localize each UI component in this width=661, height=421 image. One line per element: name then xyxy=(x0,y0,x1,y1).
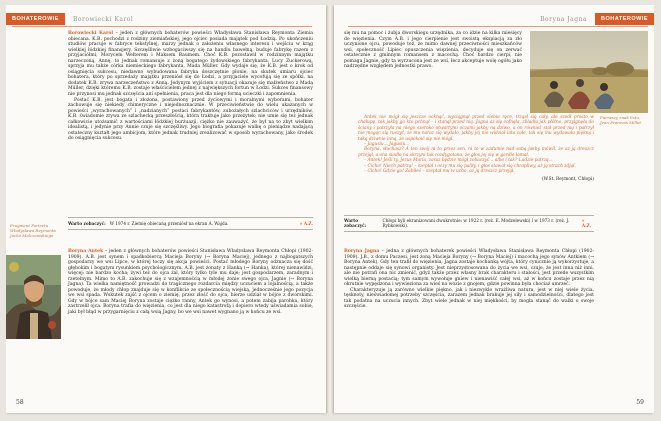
quote-text: – Antek! Jeśli ty, Jezus Maria, zaraz będzie mógł zobaczyć... albo i tak? Ludzie patrzą... xyxy=(364,158,553,164)
painting-caption: Pierwszy znak listu, Jean Francois Millet xyxy=(600,115,642,125)
note-row xyxy=(68,221,313,226)
section-tab: BOHATEROWIE xyxy=(6,13,65,25)
quote-text: Boryna, słuchasz? A ten swój ni to przez sen, ni to w zadumie nad sobą jakby mówił, że aż ją dreszcz przejął, a ona siadła na skrzyni tak rozdygotana, że głos jej się w gardle łamał. xyxy=(358,147,594,158)
entry-head: Boryna Antek xyxy=(68,249,104,254)
note-author: » A.Z. xyxy=(299,221,313,226)
entry-continuation xyxy=(344,31,522,70)
entry-head: Borowiecki Karol xyxy=(68,31,114,36)
quote-text: – Cicho! Gdzie go! Zabiłeś – szeptał mu w ucho, aż ją dreszcz przejął. xyxy=(364,169,515,175)
left-page xyxy=(6,5,326,413)
quote-source: (W.St. Reymont, Chłopi) xyxy=(541,177,594,183)
entry-text: się mu na pomoc i żubja dworskiego urzędnika, za co idzie na kilka miesięcy do więzienia. Czym A.B. i jego cierpienie jest swoistą ekspiacją za zło uczynione ojcu, powoduje też, że mimo dawnej przeciwności mieszkańców wsi, społeczność Lipiec opuszczenia więzienia, decyduje się on zerwać ostatecznie z gminnym romansem z macochą. Choć bardzo cierpi, nie pomaga Jagnie, gdy ta wyrzucona jest ze wsi, łecz akceptuje wolę ogółu jako nadrzędne względem jednostki prawo. xyxy=(344,31,522,70)
portrait-image xyxy=(6,255,61,339)
note-label: Warto zobaczyć: xyxy=(68,221,106,226)
right-page xyxy=(334,5,654,413)
header-rule xyxy=(348,26,648,27)
quote-text: – Cicho! Niech patrzą! – szeptał i oczy mu się paliły, i głos stawał się chrapliwy, aż ją strach zdjął. xyxy=(364,163,576,169)
note-author: » A.Z. xyxy=(581,218,592,228)
running-head: Boryna Jagna xyxy=(540,15,588,23)
quote-text: Antek nie mógł się jeszcze ocknąć, wyciągnął przed siebie ręce, trząsł się cały, ale szedł prosto w chałupę, tak jakby go kto pchnął – i stanął przed nią. Jagna aż się cofnęła, zbladła jak płótno, przylgnęła do ściany i patrzyła na niego szeroko otwartymi oczami jakby na dziwo, a on również stał przed nią i patrzył nie mogąc się ruszyć, że mu naraz się wydało, jakby jej nie widział lata całe, tak się mu wydawała piękną i taką dziwnie inną, że uspokoić się nie mógł. xyxy=(358,115,594,142)
quote-block xyxy=(358,115,594,183)
painting-image xyxy=(530,31,648,113)
left-page-header xyxy=(6,13,141,25)
note-divider xyxy=(68,229,313,230)
note-divider xyxy=(68,217,313,218)
note-row xyxy=(344,218,594,228)
header-rule xyxy=(12,26,312,27)
note-divider xyxy=(344,231,594,232)
entry-text-2: Postać K.B. jest bogata i złożona, postawiony przed życiowymi i moralnymi wyborami, bohater zachowuje się niekiedy chimeryczne i niejednoznacznie. W przeciwieństwie do wielu ukazanych w powieści „wyrachowanych” i „nadzianych” postaci fabrykantów, zubożałych szlachciców i urzędników, K.B. świadomie zrywa ze szlachecką przeszłością, która traktuje jako przeżytek; nie umie się też jednak całkowicie utożsamić z wartościami łódzkiej burżuazji, ciężko nie zauważyć, że był na to zbyt wielkim idealistą, i jedynie przy Annie czuje się szczęśliwy. Jego biografia pokazuje walkę o pieniądze nadającą ostateczny kształt jego ambicjom, które jednak trudniej zrealizować w sposób wyrachowany, jako środek do osiągnięcia sukcesu. xyxy=(68,97,313,142)
entry-text: – jedna z głównych bohaterek powieści Władysława Stanisława Reymonta Chłopi (1902-1909). J.B., z domu Paczesi, jest żoną Macieja Boryny (→ Boryna Maciej) i macochą jego synów Antkiem (→ Boryna Antek), Gdy ten trafił do więzienia, Jagna zostaje kochanką wójta, który cynicznie ją wykorzystuje, a następnie oddaje się synowi organisty. Jest nieprzystosowana do życia we wsi, czuje, że jest inna niż inni, ale nie potrafi ona nic zmienić, gdyż także przez własny brak charakteru i stałości, jest przede wszystkim wielką bierną postacią; tym samym wywołuje gniew i nienawiść całej wsi, aż w końcu zostaje przez nią okrutnie wypędzona i wywieziona za wieś na wozie z gnojem, gdzie powinna była chociaż umrzeć. xyxy=(344,249,595,288)
note-text: Chłopi byli ekranizowani dwukrotnie: w 1922 r. (reż. E. Modzelewski) i w 1973 r. (reż. J. Rybkowski). xyxy=(382,218,570,228)
entry-boryna-antek xyxy=(68,249,313,316)
entry-text: – jeden z głównych bohaterów powieści Stanisława Władysława Reymonta Chłopi (1902-1909). A.B. jest synem i spadkobiercą Macieja Boryny (→ Boryna Maciej), jednego z najbogatszych gospodarzy we wsi Lipce, w której toczy się akcja powieści. Postać młodego Boryny odznacza się dość głębokim i bogatym rysunkiem psychologicznym. A.B. jest żonaty z Hanką (→ Hanka), której nienawidzi, więcej: nie bardzo kocha; żywi też do ojca żal, który tylko tyle mu daje; jest gospodarzem, zaradnym i rzetelnym. Mimo to A.B. zakochuje się z wzajemnością w młodej żonie swego ojca, Jagnie (→ Boryna Jagna). Ta wielka namiętność prowadzi do tragicznego rozdarcia między uczuciem a lojalnością, a także powoduje, że młody chłop znajduje się w konflikcie ze społecznością wiejską, jednocześnie jego pozycja we wsi spada. Wskutek zajść z ojcem o ziemię, przez złość do ojca, bierze udział w bójce z dworskimi. Gdy w bójce sam Maciej Boryna zostaje ciężko ranny, Antek go wynosi, a potem zabija parobka, który zastrzelił ojca. Boryna trafia do więzienia, co jest dla niego katastrofą i dopiero wtedy uświadamia sobie, jaki był błąd w przygarnięciu z całą wsią Jagny, bo we wsi nawet wygnano ją w końcu ze wsi. xyxy=(68,249,313,316)
book-gutter xyxy=(326,5,334,413)
quote-text: – Jagusiu... Jagusiu... xyxy=(364,142,410,148)
entry-text: – jeden z głównych bohaterów powieści Władysława Stanisława Reymonta Ziemia obiecana. K.B. pochodzi z rodziny ziemiańskiej, jego ojciec posiada majątek pod Łodzią. Po ukończeniu studiów pracuje w fabryce tekstylnej, marzy jednak o założeniu własnego interesu i wejściu w krąg wielkiej łódzkiej finansjery. Szczęśliwie wzbogaciwszy się na handlu bawełną, buduje fabrykę razem z przyjaciółmi, Morycem Welterem i Maksem Baumem. Choć K.B. pozostawił w rodzinnym majątku narzeczoną, Annę, to jednak romansuje z żoną bogatego żydowskiego fabrykanta, Lucy Zuckerową, sprzyja mu także córka niemieckiego fabrykanta, Mada Müller. Gdy wydaje się, że K.B. jest o krok od osiągnięcia sukcesu, niedawno wybudowana fabryka doszczętnie płonie, na skutek umiaru ojciec bohatera, który po sprzedaży majątku przeniósł się do Łodzi, a przyjaciele wycofują się ze spółki, na dodatek K.B. zrywa narzeczeństwo z Anną. Jedynym wyjściem z sytuacji okazuje się małżeństwo z Madą Müller, dzięki któremu K.B. zostaje właścicielem jednej z największych fortun w Łodzi. Sukces finansowy nie przynosi mu jednak szczęścia ani spełnienia, praca jest dla niego formą ucieczki i zapomnienia. xyxy=(68,31,313,98)
note-text: W 1974 r. Ziemię obiecaną przeniósł na ekran A. Wajda. xyxy=(109,221,229,226)
note-divider xyxy=(344,215,594,216)
entry-head: Boryna Jagna xyxy=(344,249,380,254)
running-head: Borowiecki Karol xyxy=(72,15,134,23)
right-page-header xyxy=(532,13,654,25)
entry-boryna-jagna xyxy=(344,249,594,310)
entry-borowiecki xyxy=(68,31,313,142)
page-number: 58 xyxy=(16,399,24,406)
note-label: Warto zobaczyć: xyxy=(344,218,367,228)
section-tab: BOHATEROWIE xyxy=(595,13,654,25)
page-number: 59 xyxy=(636,399,644,406)
entry-text-2: Charakteryzuje ją zarówno wielkie piękno, jak i niezwykle wrażliwa natura, jest w niej wiele życia, tęsknoty, nieświadomej potrzeby szczęścia, zarazem jednak brakuje jej siły i samodzielności, dlatego jest tak podatna na uczucia innych. Zbyt wiele jednak w niej miękkości, by mogła stanąć do walki o swoje szczęście. xyxy=(344,287,594,310)
portrait-caption: Fragment Portretu Władysława Reymonta Jacka Malczewskiego xyxy=(10,223,56,238)
